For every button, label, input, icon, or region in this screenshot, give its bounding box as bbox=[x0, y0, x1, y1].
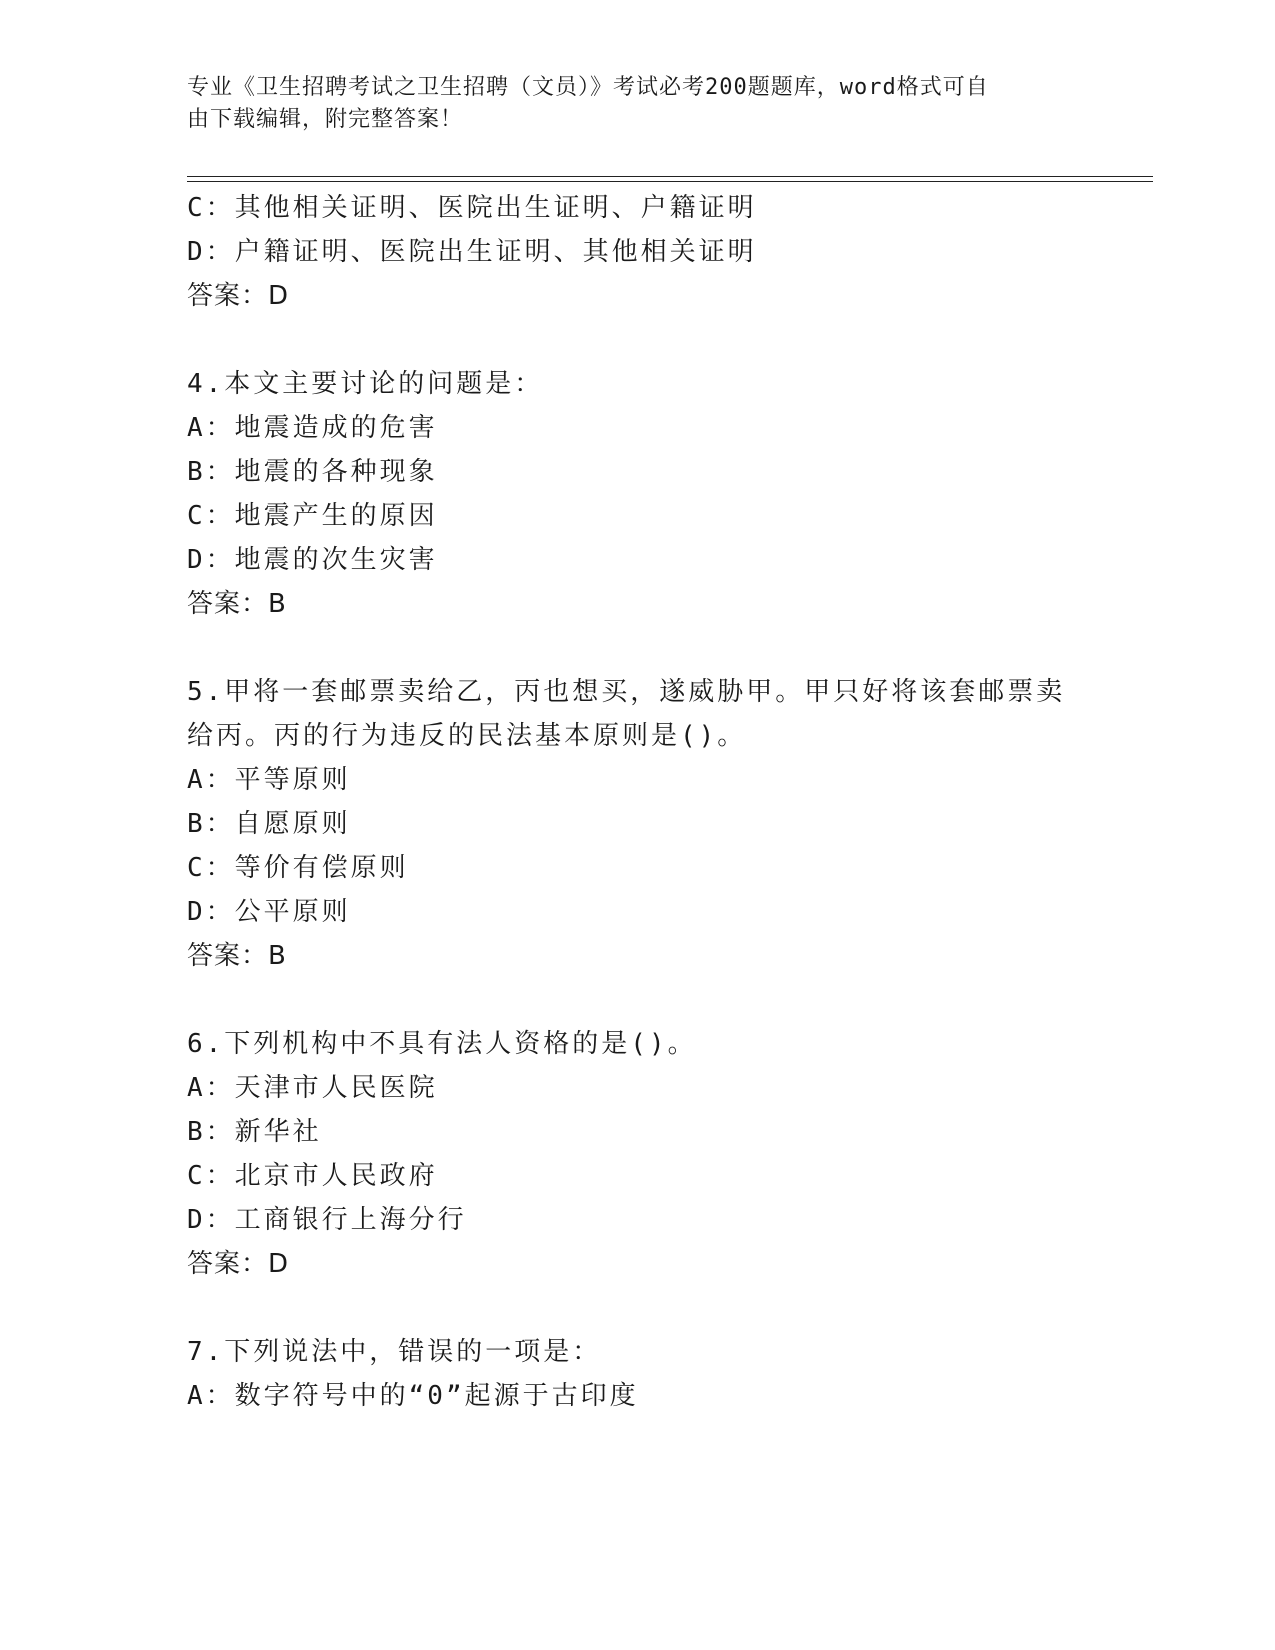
header-line-1: 专业《卫生招聘考试之卫生招聘（文员）》考试必考200题题库，word格式可自 bbox=[187, 75, 989, 100]
header-divider-bottom bbox=[187, 181, 1153, 182]
option-d: D：户籍证明、医院出生证明、其他相关证明 bbox=[187, 237, 757, 267]
option-c: C：北京市人民政府 bbox=[187, 1161, 438, 1191]
option-b: B：地震的各种现象 bbox=[187, 457, 438, 487]
header-line-2: 由下载编辑，附完整答案！ bbox=[187, 107, 464, 132]
option-b: B：新华社 bbox=[187, 1117, 322, 1147]
option-d: D：地震的次生灾害 bbox=[187, 545, 438, 575]
answer: 答案：B bbox=[187, 941, 287, 971]
question-6: 6.下列机构中不具有法人资格的是()。 bbox=[187, 1029, 697, 1059]
document-header bbox=[187, 72, 1077, 136]
option-c: C：地震产生的原因 bbox=[187, 501, 438, 531]
option-a: A：天津市人民医院 bbox=[187, 1073, 438, 1103]
option-d: D：工商银行上海分行 bbox=[187, 1205, 467, 1235]
option-b: B：自愿原则 bbox=[187, 809, 351, 839]
answer: 答案：B bbox=[187, 589, 287, 619]
question-5-line-2: 给丙。丙的行为违反的民法基本原则是()。 bbox=[187, 721, 747, 751]
option-a: A：平等原则 bbox=[187, 765, 351, 795]
answer: 答案：D bbox=[187, 1249, 290, 1279]
answer: 答案：D bbox=[187, 281, 290, 311]
option-a: A：数字符号中的“0”起源于古印度 bbox=[187, 1381, 639, 1411]
question-7: 7.下列说法中，错误的一项是： bbox=[187, 1337, 602, 1367]
option-c: C：其他相关证明、医院出生证明、户籍证明 bbox=[187, 193, 757, 223]
header-divider-top bbox=[187, 176, 1153, 177]
option-a: A：地震造成的危害 bbox=[187, 413, 438, 443]
option-d: D：公平原则 bbox=[187, 897, 351, 927]
question-5-line-1: 5.甲将一套邮票卖给乙，丙也想买，遂威胁甲。甲只好将该套邮票卖 bbox=[187, 677, 1066, 707]
option-c: C：等价有偿原则 bbox=[187, 853, 409, 883]
question-4: 4.本文主要讨论的问题是： bbox=[187, 369, 544, 399]
